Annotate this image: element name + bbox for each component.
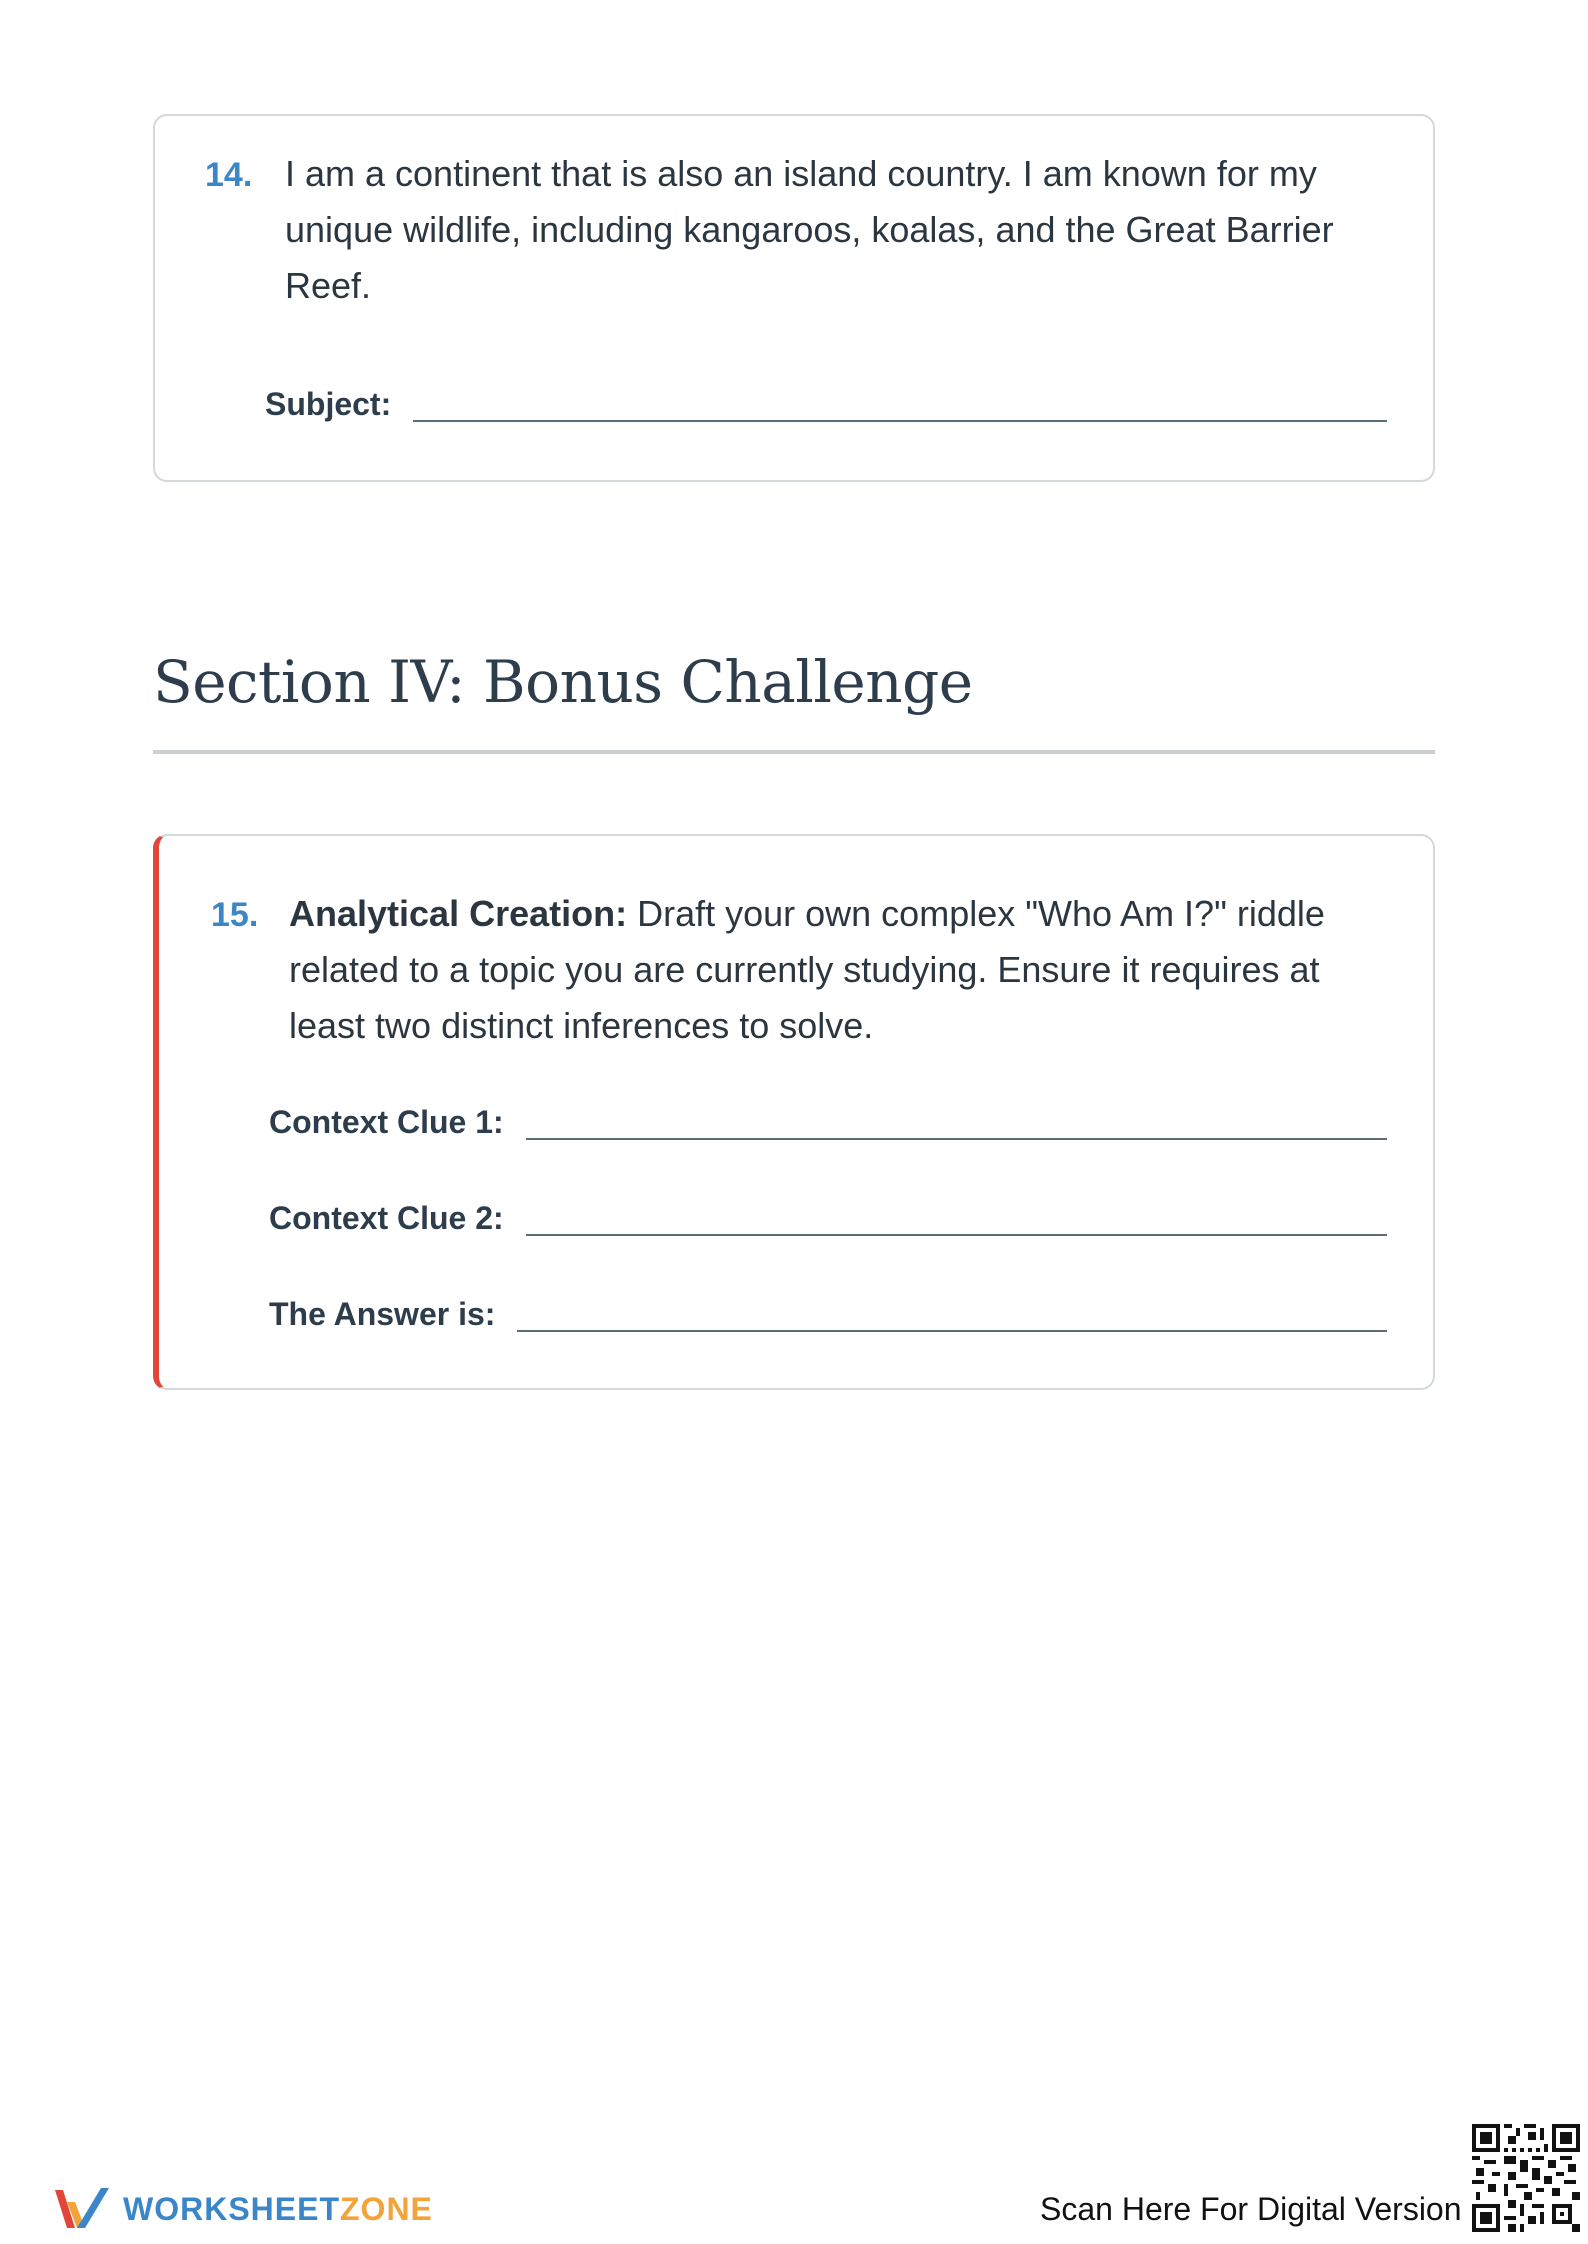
question-text xyxy=(285,146,1334,314)
answer-line[interactable] xyxy=(413,420,1387,422)
brand-name-part2: ZONE xyxy=(340,2190,433,2227)
answer-row-answer[interactable] xyxy=(269,1294,1387,1334)
question-text-line: I am a continent that is also an island country. I am known for my xyxy=(285,153,1317,194)
brand-logo[interactable] xyxy=(53,2184,433,2234)
section-title: Section IV: Bonus Challenge xyxy=(153,648,973,716)
question-lead: Analytical Creation: xyxy=(289,893,628,934)
scan-instruction: Scan Here For Digital Version xyxy=(1040,2191,1462,2227)
question-text xyxy=(289,886,1325,1054)
question-text-line: related to a topic you are currently studying. Ensure it requires at xyxy=(289,949,1320,990)
answer-row-subject[interactable] xyxy=(265,384,1387,424)
question-text-line: unique wildlife, including kangaroos, koalas, and the Great Barrier xyxy=(285,209,1334,250)
answer-label: Context Clue 1: xyxy=(269,1104,504,1140)
worksheetzone-logo-icon xyxy=(53,2184,111,2234)
answer-label: The Answer is: xyxy=(269,1296,496,1332)
section-divider xyxy=(153,750,1435,754)
brand-name-part1: WORKSHEET xyxy=(123,2190,340,2227)
question-number: 15. xyxy=(211,896,259,934)
question-text-line xyxy=(289,886,1325,942)
answer-label: Context Clue 2: xyxy=(269,1200,504,1236)
qr-code-icon[interactable] xyxy=(1472,2124,1580,2232)
question-text-rest: Draft your own complex "Who Am I?" riddle xyxy=(627,893,1325,934)
brand-name xyxy=(123,2191,433,2228)
question-card-15 xyxy=(153,834,1435,1390)
answer-line[interactable] xyxy=(517,1330,1387,1332)
question-number: 14. xyxy=(205,156,253,194)
answer-row-clue-2[interactable] xyxy=(269,1198,1387,1238)
answer-label: Subject: xyxy=(265,386,392,422)
question-card-14 xyxy=(153,114,1435,482)
answer-line[interactable] xyxy=(526,1234,1387,1236)
question-text-line: Reef. xyxy=(285,265,372,306)
question-text-line: least two distinct inferences to solve. xyxy=(289,1005,874,1046)
answer-line[interactable] xyxy=(526,1138,1387,1140)
answer-row-clue-1[interactable] xyxy=(269,1102,1387,1142)
